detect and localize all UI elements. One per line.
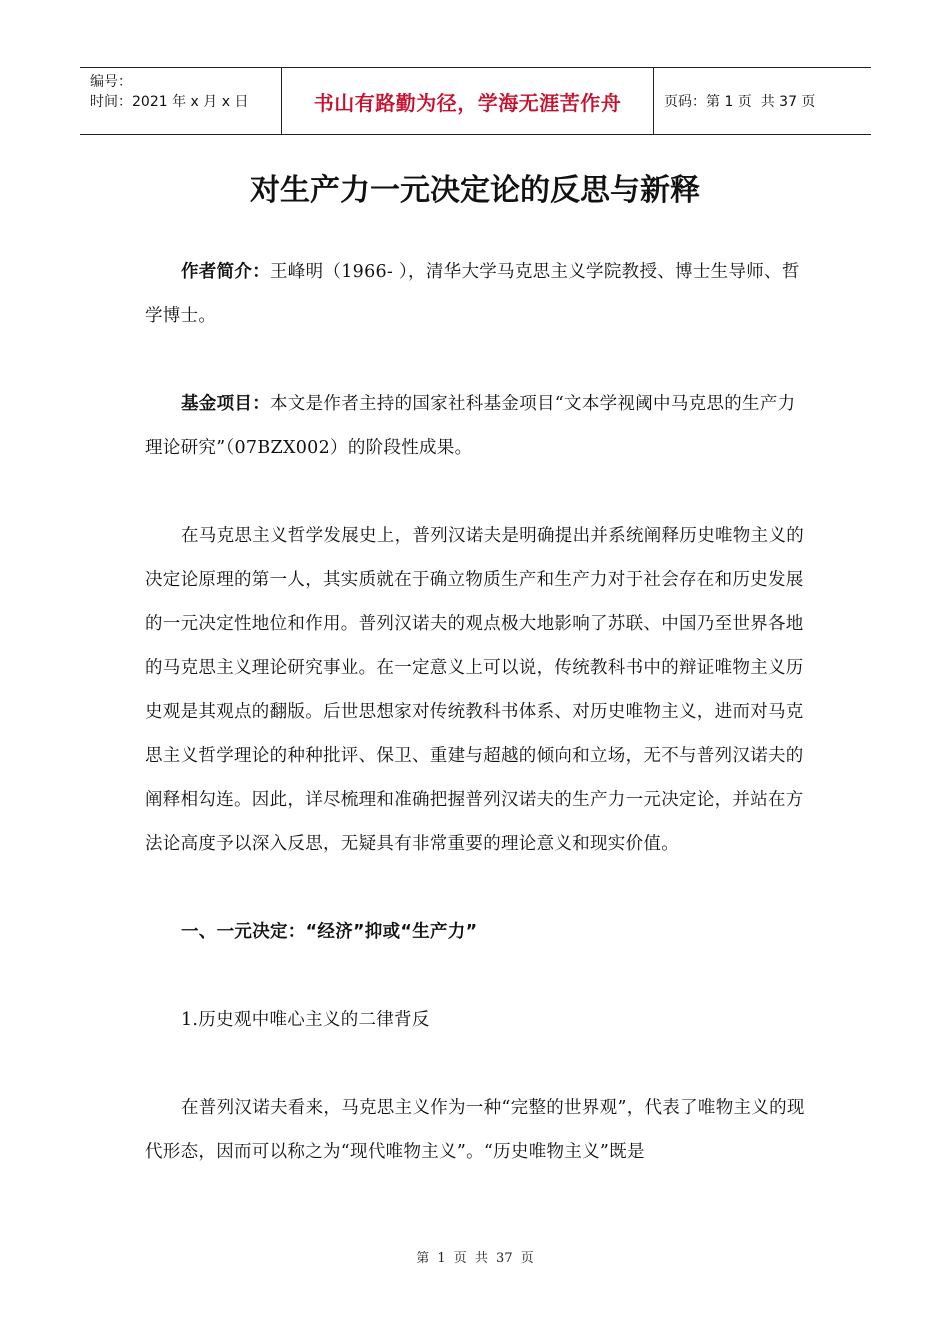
document-header (80, 67, 871, 135)
fund-info (145, 382, 805, 470)
page-footer: 第 1 页 共 37 页 (416, 1251, 534, 1266)
body-paragraph-2: 在普列汉诺夫看来，马克思主义作为一种“完整的世界观”，代表了唯物主义的现代形态，因而可以称之为“现代唯物主义”。“历史唯物主义”既是 (145, 1098, 805, 1162)
number-label: 编号： (90, 74, 132, 90)
section-heading: 一、一元决定：“经济”抑或“生产力” (181, 922, 478, 942)
header-page-info: 页码：第 1 页 共 37 页 (664, 94, 816, 110)
header-meta (80, 68, 282, 134)
author-text: 王峰明（1966- ），清华大学马克思主义学院教授、博士生导师、哲学博士。 (145, 262, 800, 326)
subsection-heading: 1.历史观中唯心主义的二律背反 (181, 1010, 430, 1030)
author-label: 作者简介： (181, 262, 270, 282)
author-intro (145, 250, 805, 338)
page-title: 对生产力一元决定论的反思与新释 (250, 173, 700, 208)
body-paragraph-1: 在马克思主义哲学发展史上，普列汉诺夫是明确提出并系统阐释历史唯物主义的决定论原理的第一人，其实质就在于确立物质生产和生产力对于社会存在和历史发展的一元决定性地位和作用。普列汉诺夫的观点极大地影响了苏联、中国乃至世界各地的马克思主义理论研究事业。在一定意义上可以说，传统教科书中的辩证唯物主义历史观是其观点的翻版。后世思想家对传统教科书体系、对历史唯物主义，进而对马克思主义哲学理论的种种批评、保卫、重建与超越的倾向和立场，无不与普列汉诺夫的阐释相勾连。因此，详尽梳理和准确把握普列汉诺夫的生产力一元决定论，并站在方法论高度予以深入反思，无疑具有非常重要的理论意义和现实价值。 (145, 526, 804, 854)
fund-label: 基金项目： (181, 394, 270, 414)
header-motto: 书山有路勤为径，学海无涯苦作舟 (282, 68, 654, 134)
date-line: 时间：2021 年 x 月 x 日 (90, 94, 249, 110)
document-body (145, 250, 805, 1174)
fund-text: 本文是作者主持的国家社科基金项目“文本学视阈中马克思的生产力理论研究”（07BZX002）的阶段性成果。 (145, 394, 796, 458)
